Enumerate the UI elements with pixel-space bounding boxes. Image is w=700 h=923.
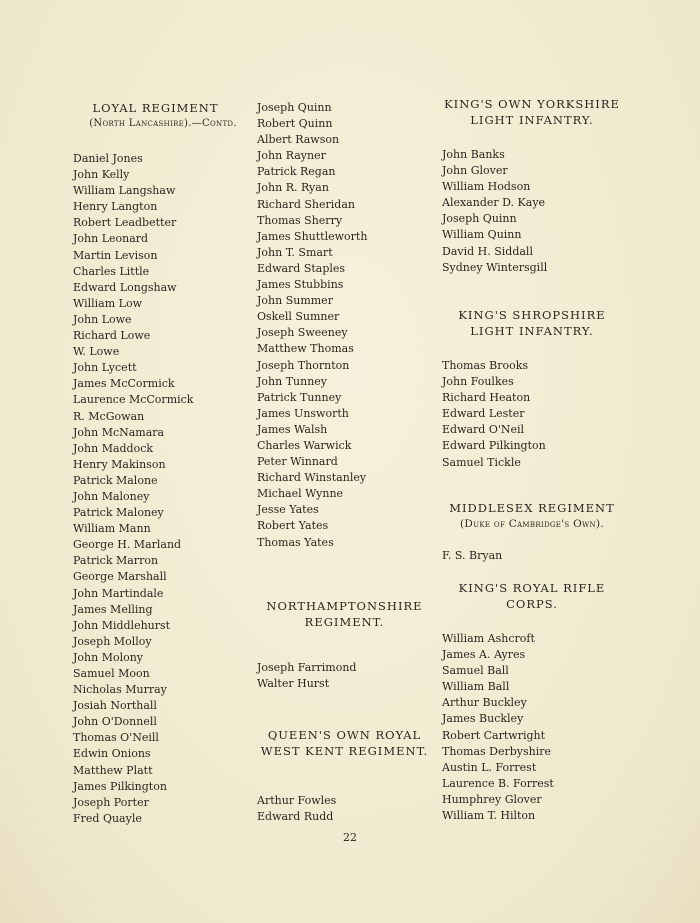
northamptonshire-heading-line2: REGIMENT. <box>304 615 385 629</box>
name-list-item: John Martindale <box>73 586 164 600</box>
name-list-item: Thomas Yates <box>257 535 334 549</box>
northamptonshire-section <box>252 598 437 692</box>
name-list-item: Richard Winstanley <box>257 471 367 485</box>
name-list-item: John R. Ryan <box>257 181 329 195</box>
name-list-item: Henry Langton <box>73 200 158 214</box>
name-list-item: Robert Leadbetter <box>73 216 177 230</box>
name-list-item: James Shuttleworth <box>257 229 368 243</box>
name-list-item: Richard Sheridan <box>257 197 355 211</box>
name-list-item: Arthur Fowles <box>257 794 337 807</box>
name-list-item: Joseph Farrimond <box>257 661 357 674</box>
name-list-item: Richard Lowe <box>73 329 151 343</box>
name-list-item: John Maddock <box>73 441 154 455</box>
name-list-item: James Walsh <box>257 422 328 436</box>
name-list-item: Henry Makinson <box>73 457 166 471</box>
name-list-item: William Ball <box>442 680 510 694</box>
name-list-item: John Kelly <box>73 168 130 182</box>
name-list-item: James McCormick <box>73 377 175 391</box>
name-list-item: Patrick Regan <box>257 165 336 179</box>
name-list-item: Patrick Malone <box>73 473 158 487</box>
name-list-item: Edward Rudd <box>257 810 334 824</box>
loyal-regiment-names-continued <box>252 100 437 551</box>
shropshire-names <box>437 358 627 471</box>
name-list-item: Matthew Platt <box>73 763 153 777</box>
name-list-item: George Marshall <box>73 570 167 584</box>
middlesex-names <box>437 548 627 564</box>
name-list-item: John Summer <box>257 294 333 308</box>
name-list-item: John Foulkes <box>442 375 514 389</box>
name-list-item: Thomas Derbyshire <box>442 744 552 758</box>
name-list-item: William T. Hilton <box>442 809 536 823</box>
name-list-item: W. Lowe <box>73 345 120 359</box>
name-list-item: Humphrey Glover <box>442 792 542 806</box>
name-list-item: Austin L. Forrest <box>442 760 537 774</box>
name-list-item: Samuel Tickle <box>442 455 521 469</box>
name-list-item: Arthur Buckley <box>442 696 527 710</box>
name-list-item: Robert Cartwright <box>442 728 546 742</box>
name-list-item: John McNamara <box>73 425 165 439</box>
name-list-item: Joseph Molloy <box>73 634 152 648</box>
column-2 <box>252 100 437 824</box>
name-list-item: Sydney Wintersgill <box>442 260 548 274</box>
name-list-item: William Quinn <box>442 228 522 242</box>
name-list-item: Joseph Quinn <box>257 101 332 114</box>
name-list-item: John Middlehurst <box>73 618 171 632</box>
name-list-item: Samuel Ball <box>442 664 509 678</box>
rifle-corps-heading-line1: KING'S ROYAL RIFLE <box>458 581 606 595</box>
name-list-item: Daniel Jones <box>73 152 143 165</box>
name-list-item: John O'Donnell <box>73 715 157 729</box>
name-list-item: Matthew Thomas <box>257 342 354 356</box>
name-list-item: Joseph Quinn <box>442 212 517 226</box>
loyal-regiment-heading: LOYAL REGIMENT <box>92 101 219 115</box>
name-list-item: James Melling <box>73 602 153 616</box>
name-list-item: John Glover <box>442 164 508 178</box>
name-list-item: Thomas Sherry <box>257 213 343 227</box>
yorkshire-names <box>437 147 627 276</box>
name-list-item: John T. Smart <box>257 245 333 259</box>
name-list-item: Jesse Yates <box>257 503 319 517</box>
name-list-item: Samuel Moon <box>73 667 150 680</box>
name-list-item: Josiah Northall <box>73 699 157 713</box>
rifle-corps-section <box>437 580 627 824</box>
name-list-item: Edward O'Neil <box>442 423 525 437</box>
loyal-regiment-names <box>68 151 248 827</box>
name-list-item: William Ashcroft <box>442 632 535 645</box>
west-kent-names <box>252 793 437 825</box>
rifle-corps-names <box>437 631 627 824</box>
name-list-item: John Leonard <box>73 232 149 246</box>
name-list-item: Edward Longshaw <box>73 280 177 294</box>
name-list-item: Laurence McCormick <box>73 393 194 407</box>
name-list-item: Robert Yates <box>257 519 329 533</box>
northamptonshire-heading-line1: NORTHAMPTONSHIRE <box>266 599 423 613</box>
west-kent-heading-line1: QUEEN'S OWN ROYAL <box>267 728 422 742</box>
rifle-corps-heading-line2: CORPS. <box>506 597 558 611</box>
name-list-item: Patrick Marron <box>73 554 159 568</box>
name-list-item: John Tunney <box>257 374 328 388</box>
name-list-item: Edward Lester <box>442 407 525 421</box>
name-list-item: Fred Quayle <box>73 811 142 825</box>
name-list-item: Oskell Sumner <box>257 310 340 324</box>
page-number: 22 <box>343 831 357 844</box>
shropshire-heading-line2: LIGHT INFANTRY. <box>470 324 594 338</box>
name-list-item: John Molony <box>73 650 144 664</box>
name-list-item: John Maloney <box>73 489 150 503</box>
middlesex-heading-line1: MIDDLESEX REGIMENT <box>449 501 615 515</box>
name-list-item: Alexander D. Kaye <box>442 196 546 210</box>
west-kent-section <box>252 727 437 825</box>
name-list-item: Charles Warwick <box>257 438 352 452</box>
loyal-regiment-subheading: (North Lancashire).—Contd. <box>89 118 237 129</box>
name-list-item: Thomas O'Neill <box>73 731 159 745</box>
column-3 <box>437 96 627 823</box>
name-list-item: R. McGowan <box>73 409 145 423</box>
shropshire-heading-line1: KING'S SHROPSHIRE <box>458 308 606 322</box>
name-list-item: Joseph Sweeney <box>257 326 348 340</box>
name-list-item: Edward Staples <box>257 261 346 275</box>
middlesex-section <box>437 500 627 564</box>
name-list-item: John Lowe <box>73 312 132 326</box>
name-list-item: George H. Marland <box>73 538 182 552</box>
name-list-item: Patrick Maloney <box>73 506 164 520</box>
name-list-item: Joseph Thornton <box>257 358 350 372</box>
name-list-item: William Mann <box>73 522 151 536</box>
name-list-item: William Low <box>73 296 143 310</box>
name-list-item: Patrick Tunney <box>257 390 342 404</box>
name-list-item: Joseph Porter <box>73 795 149 809</box>
name-list-item: Thomas Brooks <box>442 359 529 372</box>
yorkshire-section <box>437 96 627 276</box>
name-list-item: Edward Pilkington <box>442 439 546 453</box>
name-list-item: Robert Quinn <box>257 117 333 131</box>
name-list-item: Richard Heaton <box>442 391 531 405</box>
name-list-item: Nicholas Murray <box>73 683 167 697</box>
middlesex-heading-line2: (Duke of Cambridge's Own). <box>460 518 604 530</box>
name-list-item: David H. Siddall <box>442 244 533 258</box>
yorkshire-heading-line2: LIGHT INFANTRY. <box>470 113 594 127</box>
west-kent-heading-line2: WEST KENT REGIMENT. <box>260 744 429 758</box>
name-list-item: Laurence B. Forrest <box>442 776 554 790</box>
name-list-item: Charles Little <box>73 264 150 278</box>
name-list-item: James Buckley <box>442 712 524 726</box>
name-list-item: William Langshaw <box>73 184 176 198</box>
name-list-item: Walter Hurst <box>257 677 330 691</box>
northamptonshire-names <box>252 660 437 692</box>
name-list-item: William Hodson <box>442 180 531 194</box>
name-list-item: James Unsworth <box>257 406 349 420</box>
name-list-item: John Rayner <box>257 149 326 163</box>
name-list-item: James Stubbins <box>257 278 344 292</box>
name-list-item: Martin Levison <box>73 248 158 262</box>
name-list-item: Edwin Onions <box>73 747 151 761</box>
name-list-item: James Pilkington <box>73 779 167 793</box>
name-list-item: James A. Ayres <box>442 648 526 662</box>
yorkshire-heading-line1: KING'S OWN YORKSHIRE <box>444 97 620 111</box>
name-list-item: Albert Rawson <box>257 133 340 147</box>
name-list-item: Peter Winnard <box>257 455 338 469</box>
name-list-item: John Lycett <box>73 361 137 375</box>
shropshire-section <box>437 307 627 471</box>
column-1 <box>68 100 248 827</box>
name-list-item: John Banks <box>442 148 505 161</box>
name-list-item: Michael Wynne <box>257 487 344 501</box>
name-list-item: F. S. Bryan <box>442 549 503 562</box>
